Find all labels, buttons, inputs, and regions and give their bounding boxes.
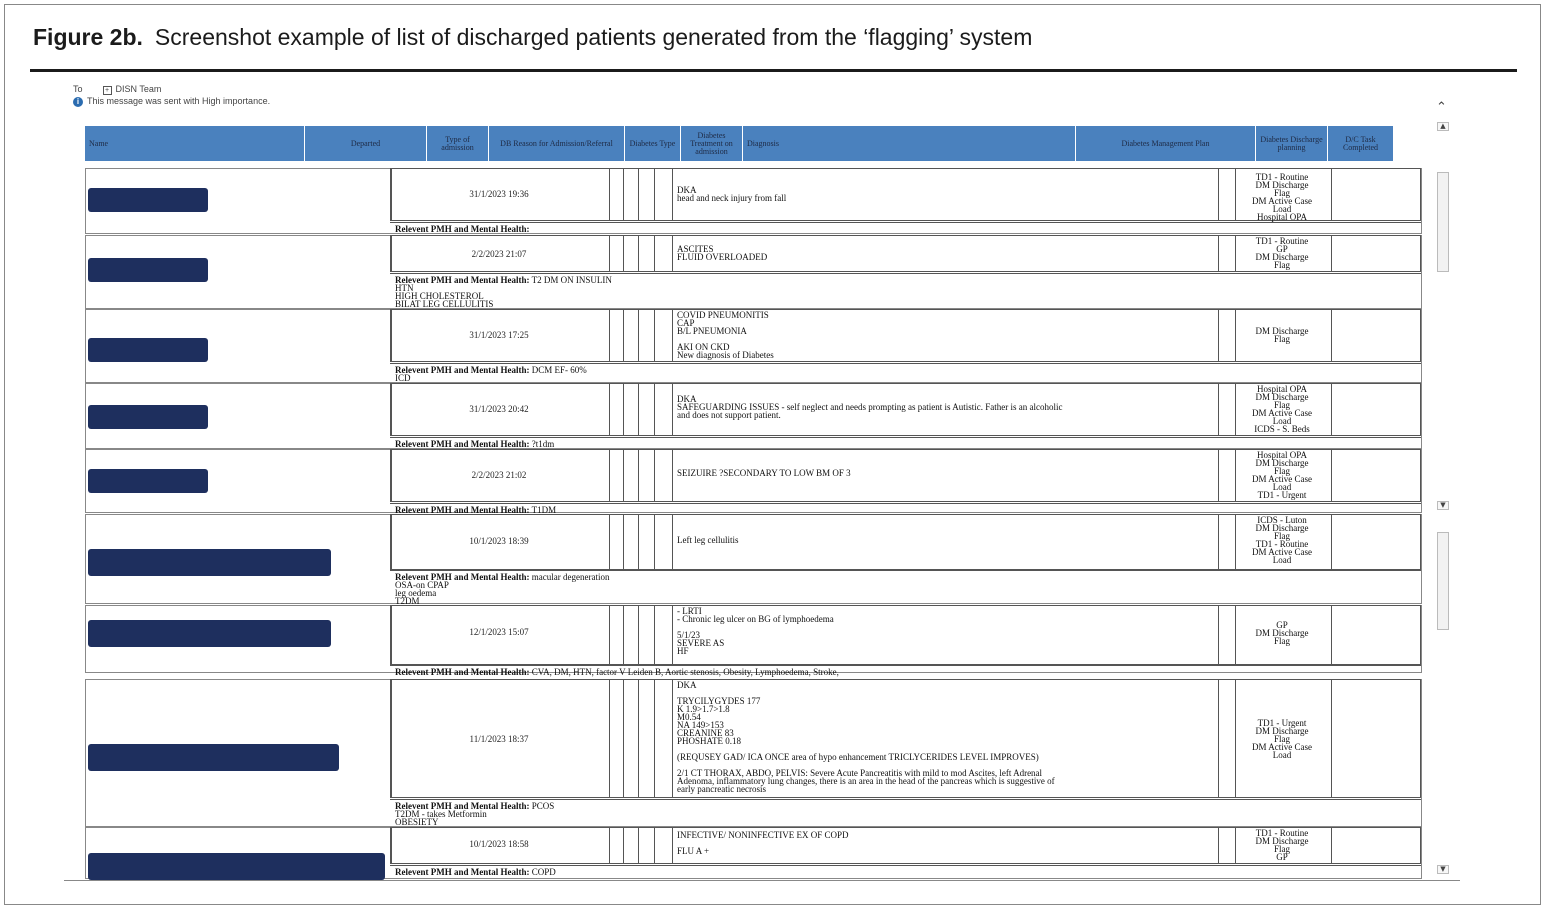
cell-divider <box>672 310 673 361</box>
diagnosis-text: DKA SAFEGUARDING ISSUES - self neglect and needs prompting as patient is Autistic. Father is an alcoholic and does not support patient. <box>677 394 1063 420</box>
expand-icon[interactable]: + <box>103 86 112 95</box>
diagnosis-text: ASCITES FLUID OVERLOADED <box>677 244 768 262</box>
departed-date: 12/1/2023 15:07 <box>469 627 529 637</box>
column-header-label: Name <box>89 138 109 148</box>
importance-text: This message was sent with High importance. <box>87 96 271 106</box>
cell-divider <box>623 606 624 664</box>
pmh-divider <box>390 222 1421 223</box>
redacted-name <box>88 338 208 362</box>
pmh-text <box>395 440 554 448</box>
pmh-divider <box>390 273 1421 274</box>
cell-divider <box>1331 828 1332 863</box>
to-recipient[interactable]: DISN Team <box>115 84 162 94</box>
pmh-divider <box>390 437 1421 438</box>
cell-divider <box>1218 450 1219 501</box>
cell-divider <box>638 828 639 863</box>
cell-divider <box>1331 606 1332 664</box>
redacted-name <box>88 469 208 493</box>
scroll-thumb[interactable] <box>1437 532 1449 630</box>
departed-date: 2/2/2023 21:07 <box>471 249 527 259</box>
cell-divider <box>623 169 624 220</box>
bottom-rule <box>64 880 1460 881</box>
cell-divider <box>1218 310 1219 361</box>
pmh-value: ?t1dm <box>531 439 555 449</box>
cell-divider <box>623 310 624 361</box>
pmh-text <box>395 668 839 676</box>
cell-divider <box>1331 310 1332 361</box>
cell-divider <box>672 169 673 220</box>
pmh-text <box>395 506 556 514</box>
pmh-label: Relevent PMH and Mental Health: <box>395 505 530 515</box>
column-header-label: Diagnosis <box>747 138 779 148</box>
pmh-divider <box>390 570 1421 571</box>
departed-date: 31/1/2023 17:25 <box>469 330 529 340</box>
pmh-divider <box>390 799 1421 800</box>
cell-divider <box>672 450 673 501</box>
diagnosis-text: COVID PNEUMONITIS CAP B/L PNEUMONIA AKI ON CKD New diagnosis of Diabetes <box>677 310 774 360</box>
pmh-label: Relevent PMH and Mental Health: <box>395 224 530 234</box>
pmh-value: CVA, DM, HTN, factor V Leiden B, Aortic stenosis, Obesity, Lymphoedema, Stroke, <box>531 667 839 677</box>
pmh-label: Relevent PMH and Mental Health: <box>395 572 530 582</box>
discharge-planning: TD1 - Routine GP DM Discharge Flag <box>1255 236 1309 270</box>
pmh-divider <box>390 363 1421 364</box>
cell-divider <box>1218 515 1219 569</box>
cell-divider <box>638 310 639 361</box>
departed-date: 11/1/2023 18:37 <box>469 734 529 744</box>
pmh-value: DCM EF- 60% ICD <box>395 365 587 383</box>
figure-label: Figure 2b. <box>33 24 143 50</box>
discharge-planning: TD1 - Routine DM Discharge Flag GP <box>1255 828 1309 862</box>
cell-divider <box>672 606 673 664</box>
discharge-planning: DM Discharge Flag <box>1255 326 1309 344</box>
discharge-planning: GP DM Discharge Flag <box>1255 620 1309 646</box>
cell-divider <box>1218 828 1219 863</box>
pmh-divider <box>390 503 1421 504</box>
email-to-line <box>73 84 161 95</box>
pmh-text <box>395 573 609 605</box>
table-row[interactable] <box>85 309 1422 383</box>
cell-divider <box>654 606 655 664</box>
column-header[interactable] <box>681 126 743 161</box>
pmh-value: macular degeneration OSA-on CPAP leg oedema T2DM <box>395 572 610 606</box>
discharge-planning: ICDS - Luton DM Discharge Flag TD1 - Routine DM Active Case Load <box>1252 515 1312 565</box>
pmh-label: Relevent PMH and Mental Health: <box>395 439 530 449</box>
pmh-value: T1DM <box>531 505 557 515</box>
scroll-up-icon[interactable]: ▲ <box>1437 122 1449 131</box>
cell-divider <box>623 828 624 863</box>
redacted-name <box>88 744 339 771</box>
cell-divider <box>609 169 610 220</box>
pmh-label: Relevent PMH and Mental Health: <box>395 667 530 677</box>
table-row[interactable] <box>85 449 1422 513</box>
departed-date: 31/1/2023 20:42 <box>469 404 529 414</box>
column-header-label: DB Reason for Admission/Referral <box>500 138 613 148</box>
pmh-label: Relevent PMH and Mental Health: <box>395 801 530 811</box>
diagnosis-text: SEIZUIRE ?SECONDARY TO LOW BM OF 3 <box>677 468 851 478</box>
cell-divider <box>638 515 639 569</box>
cell-divider <box>672 828 673 863</box>
cell-divider <box>638 606 639 664</box>
table-row[interactable] <box>85 168 1422 234</box>
table-row[interactable] <box>85 679 1422 827</box>
cell-divider <box>623 515 624 569</box>
cell-divider <box>654 384 655 435</box>
cell-divider <box>609 606 610 664</box>
table-row[interactable] <box>85 605 1422 677</box>
discharge-planning: Hospital OPA DM Discharge Flag DM Active Case Load ICDS - S. Beds <box>1252 384 1312 434</box>
cell-divider <box>623 384 624 435</box>
redacted-name <box>88 188 208 212</box>
discharge-planning: Hospital OPA DM Discharge Flag DM Active Case Load TD1 - Urgent <box>1252 450 1312 500</box>
column-header-label: Diabetes Management Plan <box>1121 138 1210 148</box>
cell-divider <box>1218 169 1219 220</box>
pmh-text <box>395 802 554 826</box>
cell-divider <box>609 236 610 271</box>
pmh-value: COPD <box>531 867 556 877</box>
cell-divider <box>609 450 610 501</box>
info-icon: i <box>73 97 83 107</box>
table-header <box>85 126 1395 161</box>
cell-divider <box>609 828 610 863</box>
diagnosis-text: - LRTI - Chronic leg ulcer on BG of lymphoedema 5/1/23 SEVERE AS HF <box>677 606 834 656</box>
column-header[interactable] <box>85 126 305 161</box>
departed-date: 10/1/2023 18:58 <box>469 839 529 849</box>
redacted-name <box>88 405 208 429</box>
departed-date: 10/1/2023 18:39 <box>469 536 529 546</box>
cell-divider <box>638 680 639 797</box>
discharge-planning: TD1 - Urgent DM Discharge Flag DM Active Case Load <box>1252 718 1312 760</box>
column-header-label: D/C Task Completed <box>1342 134 1379 152</box>
pmh-text <box>395 366 587 382</box>
cell-divider <box>623 680 624 797</box>
collapse-chevron-icon[interactable]: ⌃ <box>1436 100 1447 115</box>
cell-divider <box>1218 680 1219 797</box>
cell-divider <box>1218 236 1219 271</box>
pmh-text <box>395 276 612 308</box>
diagnosis-text: DKA head and neck injury from fall <box>677 185 787 203</box>
column-header-label: Departed <box>350 138 381 148</box>
title-rule <box>30 69 1517 72</box>
importance-note <box>73 96 270 107</box>
column-header[interactable] <box>1256 126 1328 161</box>
table-row[interactable] <box>85 827 1422 879</box>
pmh-text <box>395 225 532 233</box>
pmh-label: Relevent PMH and Mental Health: <box>395 275 530 285</box>
redacted-name <box>88 853 385 880</box>
cell-divider <box>654 515 655 569</box>
column-header[interactable] <box>625 126 681 161</box>
cell-divider <box>638 236 639 271</box>
scroll-down-icon[interactable]: ▼ <box>1437 501 1449 510</box>
pmh-divider <box>390 665 1421 666</box>
cell-divider <box>672 515 673 569</box>
diagnosis-text: DKA TRYCILYGYDES 177 K 1.9>1.7>1.8 M0.54 NA 149>153 CREANINE 83 PHOSHATE 0.18 (REQUSEY GAD/ ICA ONCE area of hypo enhancement TRICLYCERIDES LEVEL IMPROVES) 2/1 CT THORAX, ABDO, PELVIS: Severe Acute Pancreatitis with mild to mod Ascites, left Adrenal Adenoma, inflammatory lung changes, there is an area in the head of the pancreas which is suggestive of early pancreatic necrosis <box>677 680 1055 794</box>
cell-divider <box>654 450 655 501</box>
cell-divider <box>609 384 610 435</box>
cell-divider <box>654 310 655 361</box>
discharge-planning: TD1 - Routine DM Discharge Flag DM Active Case Load Hospital OPA <box>1252 172 1312 222</box>
cell-divider <box>623 450 624 501</box>
pmh-label: Relevent PMH and Mental Health: <box>395 365 530 375</box>
column-header[interactable] <box>743 126 1076 161</box>
cell-divider <box>623 236 624 271</box>
departed-date: 31/1/2023 19:36 <box>469 189 529 199</box>
cell-divider <box>1331 680 1332 797</box>
cell-divider <box>672 384 673 435</box>
cell-divider <box>672 680 673 797</box>
cell-divider <box>1331 236 1332 271</box>
scrollbar-upper[interactable] <box>1435 120 1451 512</box>
cell-divider <box>638 169 639 220</box>
figure-title <box>33 24 1032 51</box>
table-row[interactable] <box>85 383 1422 449</box>
cell-divider <box>1218 384 1219 435</box>
cell-divider <box>1331 450 1332 501</box>
column-header-label: Diabetes Discharge planning <box>1260 134 1323 152</box>
cell-divider <box>654 680 655 797</box>
diagnosis-text: Left leg cellulitis <box>677 535 739 545</box>
column-header-label: Type of admission <box>441 134 474 152</box>
to-label: To <box>73 84 83 94</box>
diagnosis-text: INFECTIVE/ NONINFECTIVE EX OF COPD FLU A + <box>677 830 849 856</box>
column-header[interactable] <box>1328 126 1394 161</box>
cell-divider <box>672 236 673 271</box>
redacted-name <box>88 549 331 576</box>
departed-date: 2/2/2023 21:02 <box>471 470 527 480</box>
redacted-name <box>88 258 208 282</box>
column-header[interactable] <box>427 126 489 161</box>
cell-divider <box>1331 169 1332 220</box>
scroll-thumb[interactable] <box>1437 172 1449 272</box>
figure-caption: Screenshot example of list of discharged patients generated from the ‘flagging’ system <box>154 24 1033 50</box>
column-header-label: Diabetes Treatment on admission <box>690 130 733 156</box>
cell-divider <box>638 450 639 501</box>
pmh-value: T2 DM ON INSULIN HTN HIGH CHOLESTEROL BILAT LEG CELLULITIS <box>395 275 612 309</box>
column-header[interactable] <box>305 126 427 161</box>
pmh-divider <box>390 865 1421 866</box>
column-header-label: Diabetes Type <box>629 138 676 148</box>
cell-divider <box>609 310 610 361</box>
scroll-down-icon[interactable]: ▼ <box>1437 865 1449 874</box>
table-row[interactable] <box>85 514 1422 604</box>
cell-divider <box>1218 606 1219 664</box>
column-header[interactable] <box>489 126 625 161</box>
scrollbar-lower[interactable] <box>1435 514 1451 876</box>
cell-divider <box>654 828 655 863</box>
table-row[interactable] <box>85 235 1422 309</box>
redacted-name <box>88 620 331 647</box>
cell-divider <box>638 384 639 435</box>
cell-divider <box>1331 515 1332 569</box>
pmh-label: Relevent PMH and Mental Health: <box>395 867 530 877</box>
column-header[interactable] <box>1076 126 1256 161</box>
pmh-value: PCOS T2DM - takes Metformin OBESIETY <box>395 801 555 827</box>
cell-divider <box>1331 384 1332 435</box>
pmh-text <box>395 868 556 876</box>
cell-divider <box>609 680 610 797</box>
cell-divider <box>609 515 610 569</box>
cell-divider <box>654 236 655 271</box>
cell-divider <box>654 169 655 220</box>
